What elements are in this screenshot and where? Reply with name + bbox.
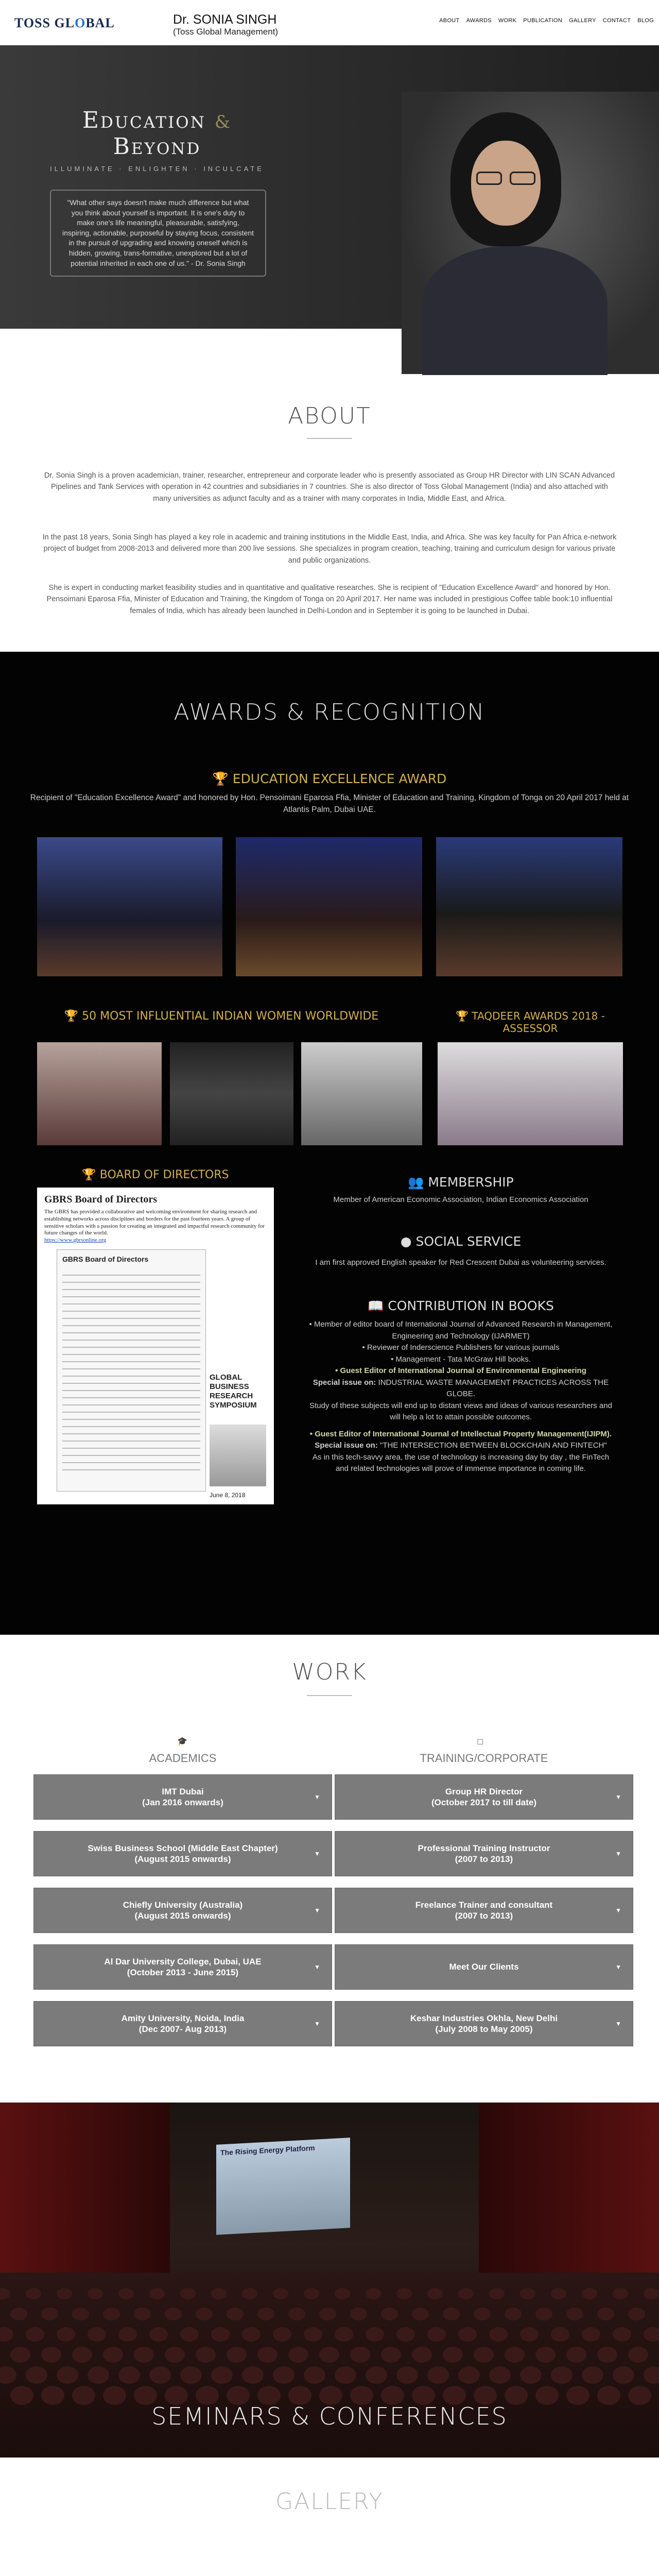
- social-heading: ● SOCIAL SERVICE: [400, 1234, 522, 1249]
- membership-text: Member of American Economic Association, Indian Economics Association: [333, 1195, 588, 1204]
- audience-member: [41, 2308, 58, 2320]
- audience-member: [350, 2347, 370, 2363]
- audience-member: [412, 2347, 432, 2363]
- audience-member: [535, 2308, 552, 2320]
- excellence-text: Recipient of "Education Excellence Award" and honored by Hon. Pensoimani Eparosa Ffia, Minister of Education and Training, Kingdom of Tonga on 20 April 2017 held at Atlantis Palm, Dubai UAE.: [30, 793, 629, 815]
- projector-screen: [216, 2138, 350, 2235]
- work-item-academics[interactable]: [33, 2001, 332, 2046]
- audience-member: [628, 2347, 648, 2363]
- book-icon: 📖: [368, 1298, 384, 1313]
- chevron-down-icon: ▼: [314, 2020, 320, 2027]
- work-item-name: Amity University, Noida, India: [121, 2013, 245, 2023]
- audience-member: [319, 2308, 336, 2320]
- membership-heading: 👥 MEMBERSHIP: [408, 1175, 514, 1190]
- nav-work[interactable]: WORK: [498, 18, 517, 24]
- work-item-name: Group HR Director: [445, 1786, 523, 1797]
- audience-member: [412, 2308, 429, 2320]
- audience-member: [644, 2327, 659, 2342]
- award-photo-3: [436, 837, 622, 976]
- audience-member: [551, 2366, 573, 2384]
- audience-member: [520, 2366, 542, 2384]
- audience-member: [88, 2327, 106, 2342]
- books-line-1: • Member of editor board of International Journal of Advanced Research in Management, Engineering and Technology (IJARMET): [309, 1320, 613, 1341]
- hero-quote: "What other says doesn't make much difference but what you think about yourself is important. It is one's duty to make one's life meaningful, pleasurable, satisfying, inspiring, actionable, purposeful by staying focus, consistent in the pursuit of upgrading and knowing oneself which is hidden, growing, trans-formative, unexplored but a lot of potential inherited in each one of us." - Dr. Sonia Singh: [50, 190, 266, 277]
- audience-member: [10, 2308, 27, 2320]
- books-heading: 📖 CONTRIBUTION IN BOOKS: [368, 1298, 554, 1313]
- audience-member: [165, 2347, 185, 2363]
- audience-member: [582, 2366, 603, 2384]
- audience-member: [443, 2347, 463, 2363]
- about-paragraph-2: In the past 18 years, Sonia Singh has played a key role in academic and training institutions in the Middle East, India, and Africa. She was key faculty for Pan Africa e-network project of budget from 2008-2013 and delivered more than 200 live sessions. She specializes in program creation, teaching, training and curriculum design for various private and public organizations.: [42, 533, 617, 565]
- audience-member: [134, 2308, 151, 2320]
- audience-member: [597, 2308, 614, 2320]
- audience-member: [427, 2366, 449, 2384]
- audience-member: [273, 2366, 294, 2384]
- audience-member: [273, 2288, 288, 2299]
- audience-member: [551, 2327, 569, 2342]
- audience-member: [196, 2347, 216, 2363]
- audience-member: [288, 2347, 308, 2363]
- audience-member: [319, 2347, 339, 2363]
- about-paragraph-3: She is expert in conducting market feasibility studies and in quantitative and qualitative researches. She is recipient of "Education Excellence Award" and honored by Hon. Pensoimani Eparosa Ffia, Minister of Education and Training, the Kingdom of Tonga on 20 April 2017. Her name was included in prestigious Coffee table book:10 influential females of India, which has already been launched in Delhi-London and in September it is going to be launched in Dubai.: [46, 584, 613, 615]
- work-item-period: (2007 to 2013): [455, 1854, 513, 1864]
- audience-member: [57, 2327, 75, 2342]
- audience-member: [211, 2327, 230, 2342]
- work-item-name: Keshar Industries Okhla, New Delhi: [410, 2013, 558, 2023]
- audience-member: [72, 2347, 92, 2363]
- work-item-period: (October 2013 - June 2015): [127, 1968, 239, 1977]
- seminars-title: SEMINARS & CONFERENCES: [151, 2402, 508, 2430]
- audience-member: [443, 2308, 460, 2320]
- audience-member: [489, 2288, 505, 2299]
- audience-member: [505, 2308, 522, 2320]
- divider: [307, 438, 352, 439]
- audience-member: [211, 2366, 233, 2384]
- audience-member: [335, 2366, 356, 2384]
- screen-text: The Rising Energy Platform: [220, 2143, 315, 2157]
- board-heading: 🏆 BOARD OF DIRECTORS: [82, 1168, 229, 1181]
- audience-member: [211, 2288, 227, 2299]
- audience-member: [118, 2366, 140, 2384]
- about-title: ABOUT: [288, 403, 371, 429]
- special-issue-2: Special issue on: "THE INTERSECTION BETWEEN BLOCKCHAIN AND FINTECH": [315, 1441, 607, 1450]
- document-date: June 8, 2018: [210, 1492, 246, 1499]
- audience-member: [474, 2347, 494, 2363]
- audience-member: [520, 2288, 535, 2299]
- trophy-icon: 🏆: [456, 1010, 469, 1022]
- work-item-period: (Jan 2016 onwards): [142, 1798, 223, 1807]
- chevron-down-icon: ▼: [314, 1963, 320, 1971]
- chevron-down-icon: ▼: [615, 1793, 621, 1801]
- audience-member: [551, 2288, 566, 2299]
- chevron-down-icon: ▼: [615, 1850, 621, 1857]
- books-line-3: • Management - Tata McGraw Hill books.: [391, 1354, 531, 1364]
- symposium-image: [210, 1425, 266, 1486]
- hero-tagline: ILLUMINATE · ENLIGHTEN · INCULCATE: [50, 165, 264, 173]
- symposium-label: GLOBAL BUSINESS RESEARCH SYMPOSIUM: [210, 1373, 257, 1410]
- audience-member: [57, 2288, 72, 2299]
- portrait-photo: [402, 92, 659, 374]
- audience-member: [304, 2327, 322, 2342]
- seminars-section: [0, 2103, 659, 2458]
- audience-member: [134, 2347, 154, 2363]
- audience-member: [72, 2308, 89, 2320]
- audience-member: [26, 2288, 41, 2299]
- audience-member: [88, 2366, 109, 2384]
- nav-contact[interactable]: CONTACT: [602, 18, 631, 24]
- nav-about[interactable]: ABOUT: [439, 18, 460, 24]
- audience-member: [304, 2288, 319, 2299]
- audience-member: [427, 2288, 443, 2299]
- audience-member: [196, 2308, 213, 2320]
- audience-member: [273, 2327, 291, 2342]
- special-issue-1: Special issue on: INDUSTRIAL WASTE MANAGEMENT PRACTICES ACROSS THE GLOBE.: [313, 1378, 609, 1398]
- audience-member: [474, 2308, 491, 2320]
- work-item-period: (Dec 2007- Aug 2013): [138, 2024, 227, 2034]
- audience-member: [520, 2327, 539, 2342]
- audience-member: [505, 2347, 525, 2363]
- divider: [307, 1695, 352, 1696]
- audience-member: [288, 2308, 305, 2320]
- briefcase-icon: ◻: [477, 1737, 484, 1746]
- work-item-name: Swiss Business School (Middle East Chapter): [88, 1843, 278, 1853]
- audience-member: [489, 2327, 508, 2342]
- audience-member: [103, 2308, 120, 2320]
- audience-member: [165, 2308, 182, 2320]
- main-nav: [439, 18, 654, 24]
- work-item-period: (July 2008 to May 2005): [435, 2024, 533, 2034]
- stage-curtain: [0, 2103, 170, 2283]
- work-item-corporate[interactable]: [335, 1774, 633, 1820]
- guest-editor-2: • Guest Editor of International Journal of Intellectual Property Management(IJIPM).: [309, 1429, 612, 1438]
- work-item-name: Al Dar University College, Dubai, UAE: [104, 1956, 262, 1967]
- audience-member: [396, 2327, 415, 2342]
- work-item-name: Freelance Trainer and consultant: [415, 1900, 553, 1910]
- nav-publication[interactable]: PUBLICATION: [523, 18, 563, 24]
- audience-member: [381, 2308, 398, 2320]
- audience-member: [566, 2347, 586, 2363]
- audience-member: [489, 2366, 511, 2384]
- audience-member: [381, 2347, 401, 2363]
- audience-member: [227, 2308, 244, 2320]
- work-item-name: IMT Dubai: [162, 1786, 204, 1797]
- audience-member: [242, 2366, 264, 2384]
- document-link[interactable]: https://www.gbrsonline.org: [44, 1237, 107, 1243]
- taqdeer-heading: 🏆 TAQDEER AWARDS 2018 - ASSESSOR: [456, 1010, 605, 1035]
- document-body-lines: [62, 1268, 200, 1475]
- trophy-icon: 🏆: [212, 771, 229, 786]
- work-item-period: (October 2017 to till date): [431, 1798, 537, 1807]
- award-photo-1: [37, 837, 222, 976]
- audience-member: [118, 2327, 137, 2342]
- academics-heading: ACADEMICS: [149, 1752, 217, 1765]
- work-item-name: Meet Our Clients: [449, 1962, 519, 1972]
- work-item-academics[interactable]: [33, 1944, 332, 1990]
- audience-member: [257, 2347, 278, 2363]
- nav-blog[interactable]: BLOG: [637, 18, 654, 24]
- chevron-down-icon: ▼: [314, 1793, 320, 1801]
- trophy-icon: 🏆: [82, 1168, 96, 1181]
- audience-member: [396, 2288, 412, 2299]
- stage-curtain: [479, 2103, 659, 2283]
- books-content: [309, 1319, 613, 1475]
- nav-gallery[interactable]: GALLERY: [569, 18, 596, 24]
- audience-member: [335, 2327, 353, 2342]
- audience-member: [350, 2308, 367, 2320]
- audience-member: [242, 2327, 261, 2342]
- influential-heading: 🏆 50 MOST INFLUENTIAL INDIAN WOMEN WORLDWIDE: [64, 1010, 379, 1023]
- audience-member: [458, 2366, 480, 2384]
- audience-member: [613, 2327, 631, 2342]
- work-item-name: Professional Training Instructor: [418, 1843, 550, 1853]
- gallery-title: GALLERY: [275, 2488, 384, 2515]
- work-title: WORK: [292, 1659, 367, 1685]
- work-item-period: (August 2015 onwards): [134, 1854, 231, 1864]
- awards-section: [0, 652, 659, 1635]
- audience-member: [628, 2308, 645, 2320]
- audience-member: [57, 2366, 78, 2384]
- corporate-heading: TRAINING/CORPORATE: [420, 1752, 548, 1765]
- chevron-down-icon: ▼: [615, 1963, 621, 1971]
- audience-member: [180, 2288, 196, 2299]
- group-icon: 👥: [408, 1175, 424, 1190]
- work-item-corporate[interactable]: [335, 2001, 633, 2046]
- chevron-down-icon: ▼: [615, 2020, 621, 2027]
- work-item-academics[interactable]: [33, 1774, 332, 1820]
- audience-member: [149, 2288, 165, 2299]
- influential-photo-3: [301, 1042, 422, 1145]
- document-page: [57, 1249, 206, 1492]
- audience-member: [582, 2327, 600, 2342]
- social-text: I am first approved English speaker for Red Crescent Dubai as volunteering services.: [315, 1258, 606, 1267]
- influential-photo-2: [170, 1042, 293, 1145]
- excellence-heading: 🏆 EDUCATION EXCELLENCE AWARD: [212, 771, 447, 786]
- work-item-corporate[interactable]: [335, 1888, 633, 1933]
- document-page-title: GBRS Board of Directors: [62, 1255, 149, 1263]
- audience-member: [458, 2327, 477, 2342]
- logo[interactable]: TOSS GLOBAL: [14, 15, 115, 30]
- audience-member: [366, 2366, 387, 2384]
- chevron-down-icon: ▼: [615, 1907, 621, 1914]
- audience-member: [644, 2288, 659, 2299]
- chevron-down-icon: ▼: [314, 1850, 320, 1857]
- about-paragraph-1: Dr. Sonia Singh is a proven academician, trainer, researcher, entrepreneur and corporate leader who is presently associated as Group HR Director with LIN SCAN Advanced Pipelines and Tank Services with operation in 42 countries and subsidiaries in 7 countries. She is also director of Toss Global Management (India) and also attached with many universities as adjunct faculty and as a trainer with many corporates in India, Middle East, and Africa.: [44, 471, 615, 503]
- work-item-name: Chiefly University (Australia): [123, 1900, 243, 1910]
- audience-member: [26, 2366, 47, 2384]
- audience-member: [396, 2366, 418, 2384]
- graduation-cap-icon: 🎓: [177, 1737, 187, 1746]
- audience-member: [180, 2327, 199, 2342]
- audience-member: [118, 2288, 134, 2299]
- hero-banner: [0, 45, 659, 329]
- audience-member: [366, 2327, 384, 2342]
- guest-editor-1: • Guest Editor of International Journal of Environmental Engineering: [335, 1366, 586, 1375]
- audience-member: [566, 2308, 583, 2320]
- trophy-icon: 🏆: [64, 1010, 79, 1023]
- work-item-period: (2007 to 2013): [455, 1911, 513, 1921]
- document-title: GBRS Board of Directors: [44, 1194, 158, 1205]
- site-header: [0, 0, 659, 45]
- site-subtitle: (Toss Global Management): [173, 27, 279, 37]
- work-item-corporate[interactable]: [335, 1944, 633, 1990]
- audience-member: [304, 2366, 325, 2384]
- special-issue-1-text: Study of these subjects will end up to distant views and ideas of various researchers and will help a lot to attain possible outcomes.: [309, 1401, 612, 1421]
- award-photo-2: [236, 837, 422, 976]
- audience-member: [10, 2347, 30, 2363]
- hero-title: Education & Beyond: [82, 107, 232, 160]
- audience-member: [427, 2327, 446, 2342]
- books-line-2: • Reviewer of Inderscience Publishers for various journals: [362, 1343, 560, 1352]
- influential-photo-1: [37, 1042, 162, 1145]
- audience-member: [88, 2288, 103, 2299]
- audience-member: [103, 2347, 123, 2363]
- audience-member: [149, 2366, 171, 2384]
- board-document: [37, 1188, 274, 1504]
- work-item-academics[interactable]: [33, 1831, 332, 1876]
- audience-member: [582, 2288, 597, 2299]
- work-item-corporate[interactable]: [335, 1831, 633, 1876]
- audience-member: [180, 2366, 202, 2384]
- nav-awards[interactable]: AWARDS: [466, 18, 492, 24]
- audience-member: [26, 2327, 44, 2342]
- audience-member: [597, 2347, 617, 2363]
- audience-member: [613, 2366, 634, 2384]
- audience-member: [366, 2288, 381, 2299]
- document-text: The GBRS has provided a collaborative and welcoming environment for sharing research and establishing networks across disciplines and borders for the past fourteen years. A group of sensitive scholars with a passion for creating an integrated and impactful research community for future changes of the world.: [44, 1209, 265, 1236]
- audience-member: [242, 2288, 257, 2299]
- audience-member: [458, 2288, 474, 2299]
- work-item-academics[interactable]: [33, 1888, 332, 1933]
- audience-member: [257, 2308, 274, 2320]
- audience-member: [227, 2347, 247, 2363]
- audience-member: [335, 2288, 350, 2299]
- audience-member: [535, 2347, 556, 2363]
- audience-member: [41, 2347, 61, 2363]
- chevron-down-icon: ▼: [314, 1907, 320, 1914]
- taqdeer-photo: [438, 1042, 623, 1145]
- site-name: Dr. SONIA SINGH: [173, 12, 277, 27]
- special-issue-2-text: As in this tech-savvy area, the use of technology is increasing day by day , the FinTech and related technologies will prove of immense importance in coming life.: [312, 1452, 610, 1473]
- globe-icon: ●: [400, 1234, 412, 1249]
- audience-member: [613, 2288, 628, 2299]
- audience-member: [149, 2327, 168, 2342]
- work-item-period: (August 2015 onwards): [134, 1911, 231, 1921]
- awards-title: AWARDS & RECOGNITION: [174, 699, 485, 725]
